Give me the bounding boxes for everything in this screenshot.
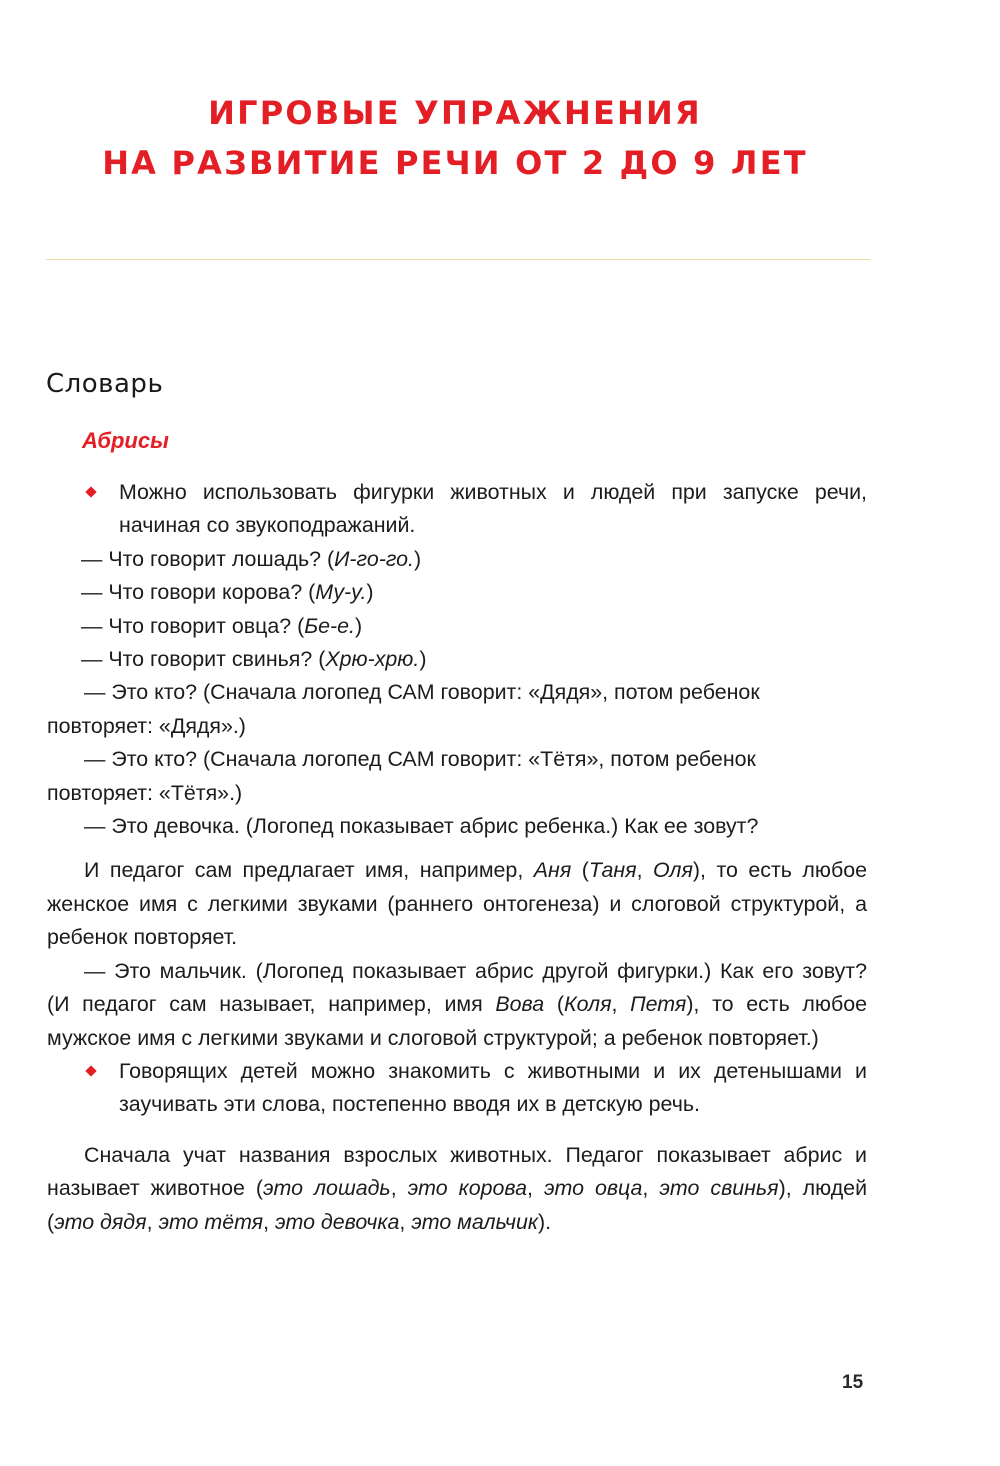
chapter-title	[0, 88, 910, 188]
dialogue-line: — Что говорит лошадь? (И-го-го.)	[81, 546, 422, 571]
dialogue-line: — Это кто? (Сначала логопед САМ говорит: «Тётя», потом ребенок повторяет: «Тётя».)	[47, 747, 756, 805]
paragraph: — Это мальчик. (Логопед показывает абрис другой фигурки.) Как его зовут? (И педагог сам называет, например, имя Вова (Коля, Петя), то есть любое мужское имя с легкими звуками и слоговой структурой; а ребенок повторяет.)	[47, 958, 867, 1050]
title-divider	[46, 259, 870, 260]
paragraph: И педагог сам предлагает имя, например, Аня (Таня, Оля), то есть любое женское имя с легкими звуками (раннего онтогенеза) и слоговой структурой, а ребенок повторяет.	[47, 858, 867, 950]
dialogue-line: — Что говори корова? (Му-у.)	[81, 580, 374, 605]
section-heading: Словарь	[46, 369, 164, 399]
bullet-item: Можно использовать фигурки животных и людей при запуске речи, начиная со звукоподражаний.	[47, 476, 867, 543]
bullet-item: Говорящих детей можно знакомить с животными и их детенышами и заучивать эти слова, постепенно вводя их в детскую речь.	[47, 1055, 867, 1122]
subsection-heading: Абрисы	[82, 428, 169, 453]
red-diamond-bullet-icon	[85, 486, 96, 497]
chapter-title-line-2: НА РАЗВИТИЕ РЕЧИ ОТ 2 ДО 9 ЛЕТ	[102, 144, 808, 182]
paragraph: Сначала учат названия взрослых животных. Педагог показывает абрис и называет животное (это лошадь, это корова, это овца, это свинья), людей (это дядя, это тётя, это девочка, это мальчик).	[47, 1142, 868, 1234]
page-number: 15	[842, 1372, 864, 1393]
dialogue-line: — Это кто? (Сначала логопед САМ говорит: «Дядя», потом ребенок повторяет: «Дядя».)	[47, 680, 760, 738]
dialogue-line: — Это девочка. (Логопед показывает абрис ребенка.) Как ее зовут?	[84, 814, 759, 839]
body-text	[47, 476, 867, 1239]
chapter-title-line-1: ИГРОВЫЕ УПРАЖНЕНИЯ	[208, 94, 702, 132]
dialogue-line: — Что говорит свинья? (Хрю-хрю.)	[81, 647, 427, 672]
red-diamond-bullet-icon	[85, 1065, 96, 1076]
dialogue-line: — Что говорит овца? (Бе-е.)	[81, 613, 363, 638]
